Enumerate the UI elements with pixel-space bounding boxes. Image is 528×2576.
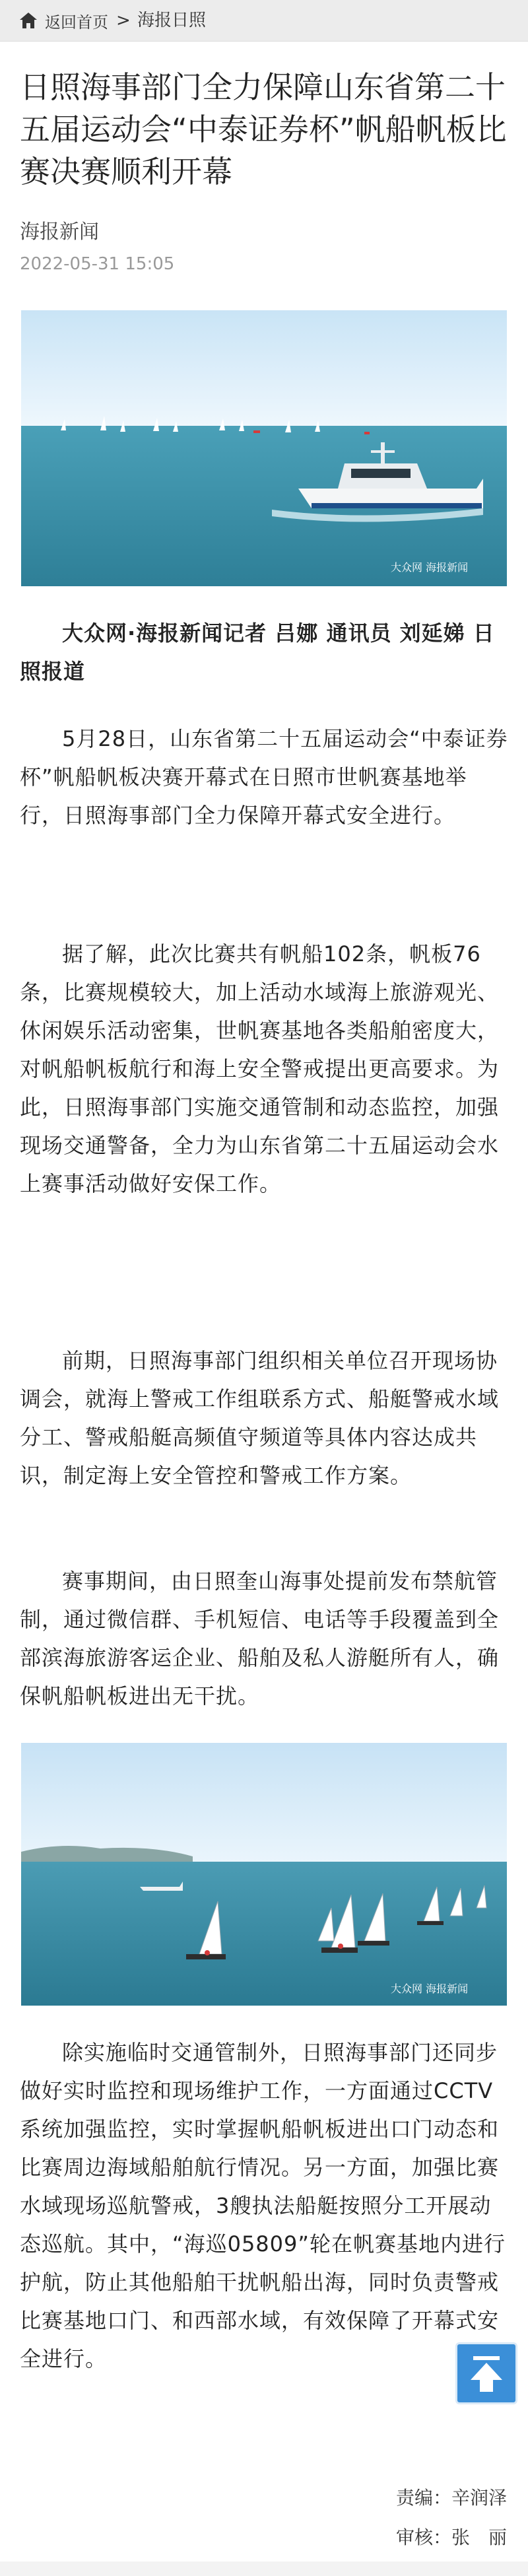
article-source: 海报新闻 xyxy=(20,220,99,244)
article-date: 2022-05-31 15:05 xyxy=(20,254,175,274)
article-paragraph-5 xyxy=(20,2033,508,2378)
article-paragraph-4 xyxy=(20,1562,508,1715)
photo1-watermark: 大众网 海报新闻 xyxy=(391,561,469,574)
paragraph-1-text: 5月28日，山东省第二十五届运动会“中泰证券杯”帆船帆板决赛开幕式在日照市世帆赛基地举行，日照海事部门全力保障开幕式安全进行。 xyxy=(20,726,508,828)
article-paragraph-1 xyxy=(20,720,508,834)
byline-text: 大众网·海报新闻记者 吕娜 通讯员 刘延娣 日照报道 xyxy=(20,621,495,684)
article-photo-patrol-boat xyxy=(21,310,507,586)
top-nav-bar xyxy=(0,0,528,42)
bottom-banner-edge xyxy=(0,2561,528,2576)
back-to-top-button[interactable] xyxy=(455,2342,517,2404)
home-icon xyxy=(18,11,38,30)
paragraph-2-text: 据了解，此次比赛共有帆船102条，帆板76条，比赛规模较大，加上活动水域海上旅游观光、休闲娱乐活动密集，世帆赛基地各类船舶密度大，对帆船帆板航行和海上安全警戒提出更高要求。为此，日照海事部门实施交通管制和动态监控，加强现场交通警备，全力为山东省第二十五届运动会水上赛事活动做好安保工作。 xyxy=(20,941,500,1196)
article-paragraph-2 xyxy=(20,935,508,1203)
paragraph-5-text: 除实施临时交通管制外，日照海事部门还同步做好实时监控和现场维护工作，一方面通过CCTV系统加强监控，实时掌握帆船帆板进出口门动态和比赛周边海域船舶航行情况。另一方面，加强比赛水域现场巡航警戒，3艘执法船艇按照分工开展动态巡航。其中，“海巡05809”轮在帆赛基地内进行护航，防止其他船舶干扰帆船出海，同时负责警戒比赛基地口门、和西部水域，有效保障了开幕式安全进行。 xyxy=(20,2040,506,2371)
article-title: 日照海事部门全力保障山东省第二十五届运动会“中泰证券杯”帆船帆板比赛决赛顺利开幕 xyxy=(20,69,507,189)
article-byline xyxy=(20,614,508,691)
paragraph-4-text: 赛事期间，由日照奎山海事处提前发布禁航管制，通过微信群、手机短信、电话等手段覆盖到全部滨海旅游客运企业、船舶及私人游艇所有人，确保帆船帆板进出无干扰。 xyxy=(20,1569,500,1709)
reviewer-credit: 审核：张 丽 xyxy=(395,2526,507,2548)
breadcrumb-separator: > xyxy=(116,11,131,30)
paragraph-3-text: 前期，日照海事部门组织相关单位召开现场协调会，就海上警戒工作组联系方式、船艇警戒水域分工、警戒船艇高频值守频道等具体内容达成共识，制定海上安全管控和警戒工作方案。 xyxy=(20,1348,500,1488)
article-photo-sailboats xyxy=(21,1743,507,2006)
arrow-up-icon xyxy=(457,2344,515,2402)
photo2-watermark: 大众网 海报新闻 xyxy=(391,1983,469,1995)
breadcrumb-current[interactable]: 海报日照 xyxy=(137,11,207,30)
back-home-link[interactable] xyxy=(18,10,108,31)
article-paragraph-3 xyxy=(20,1341,508,1495)
editor-credit: 责编：辛润泽 xyxy=(395,2487,507,2509)
back-home-label: 返回首页 xyxy=(45,13,108,32)
